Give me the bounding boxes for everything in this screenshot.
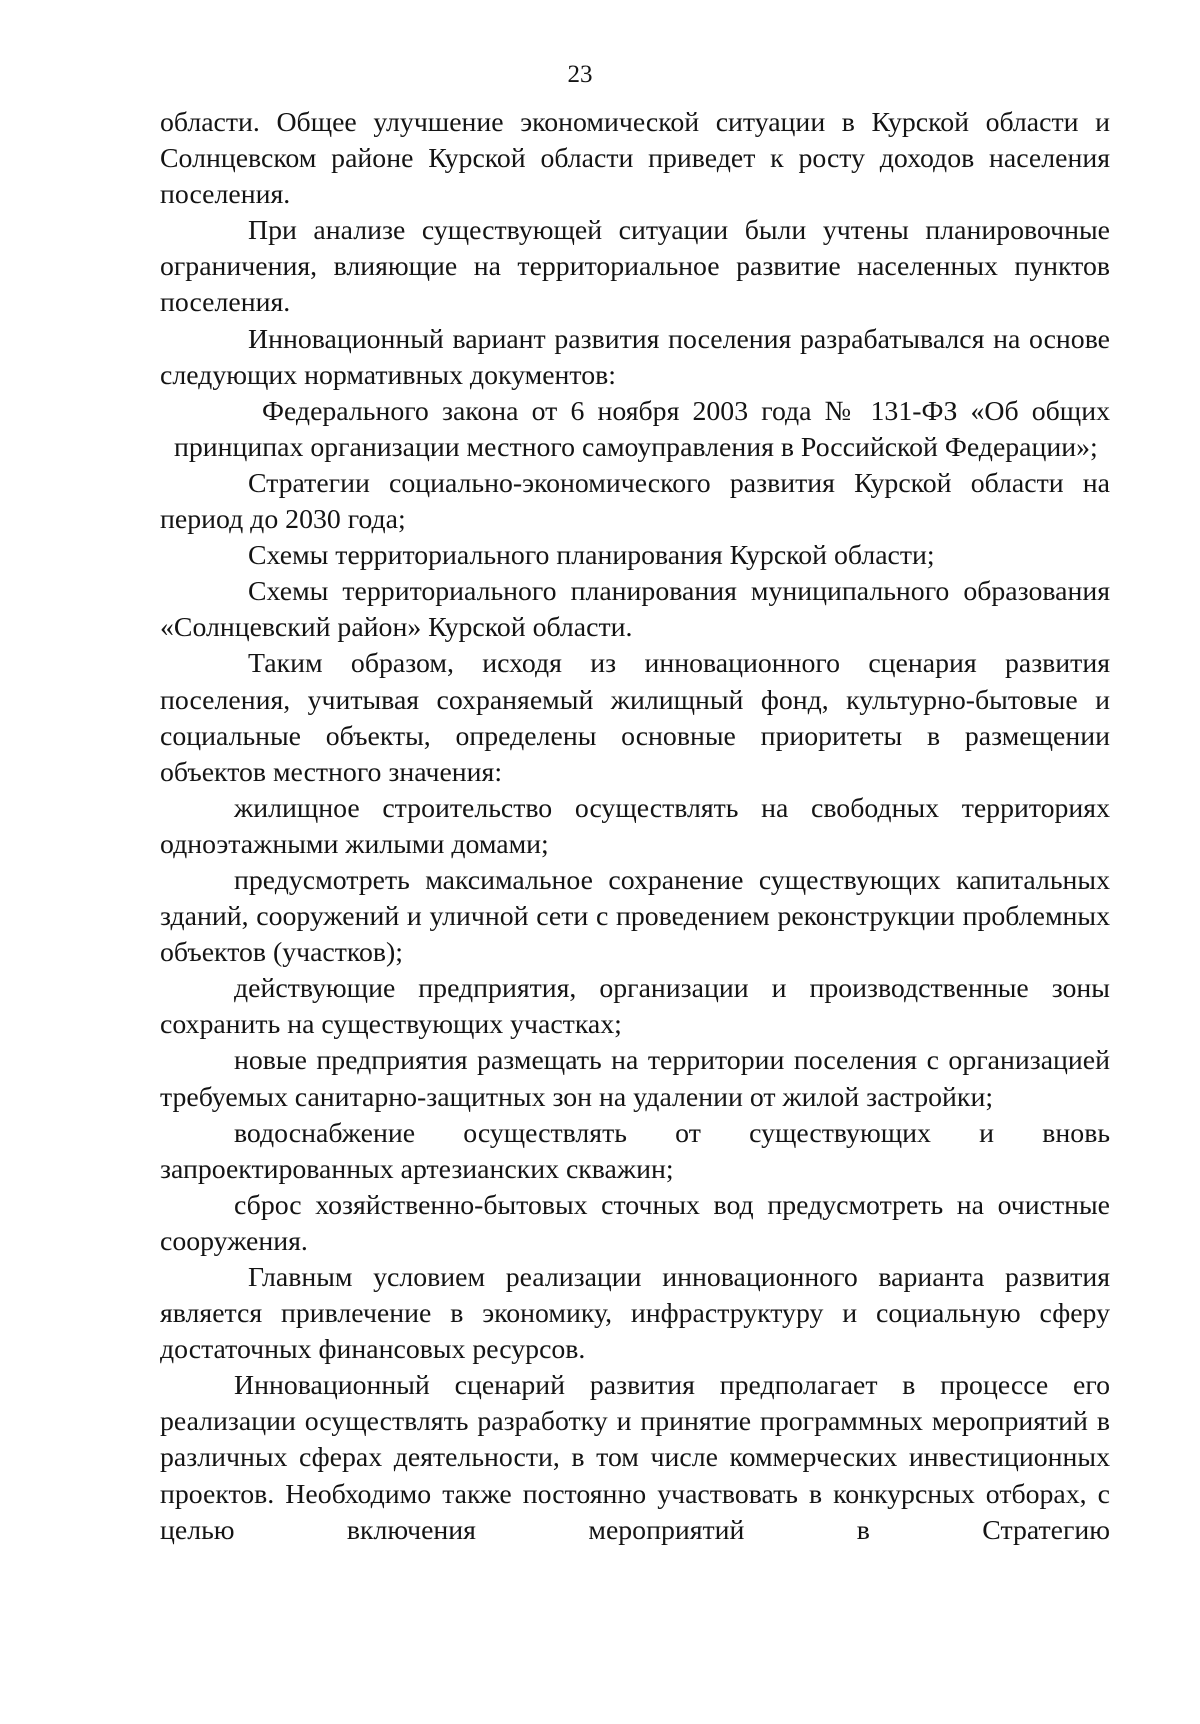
list-item-housing: жилищное строительство осуществлять на свободных территориях одноэтажными жилыми домами; (160, 792, 1110, 860)
paragraph-continued: области. Общее улучшение экономической ситуации в Курской области и Солнцевском районе Курской области приведет к росту доходов населения поселения. (160, 107, 1110, 211)
list-item-federal-law: Федерального закона от 6 ноября 2003 года № 131-ФЗ «Об общих принципах организации местного самоуправления в Российской Федерации»; (174, 395, 1110, 463)
paragraph-innovative-variant: Инновационный вариант развития поселения разрабатывался на основе следующих нормативных документов: (160, 323, 1110, 391)
paragraph-planning-constraints: При анализе существующей ситуации были учтены планировочные ограничения, влияющие на территориальное развитие населенных пунктов поселения. (160, 215, 1110, 319)
list-item-sewage: сброс хозяйственно-бытовых сточных вод предусмотреть на очистные сооружения. (160, 1189, 1110, 1257)
list-item-district-scheme: Схемы территориального планирования муниципального образования «Солнцевский район» Курской области. (160, 576, 1110, 644)
list-item-preservation: предусмотреть максимальное сохранение существующих капитальных зданий, сооружений и уличной сети с проведением реконструкции проблемных объектов (участков); (160, 864, 1110, 969)
list-item-regional-scheme: Схемы территориального планирования Курской области; (248, 540, 935, 572)
list-item-new-enterprises: новые предприятия размещать на территории поселения с организацией требуемых санитарно-защитных зон на удалении от жилой застройки; (160, 1045, 1110, 1113)
paragraph-main-condition: Главным условием реализации инновационного варианта развития является привлечение в экономику, инфраструктуру и социальную сферу достаточных финансовых ресурсов. (160, 1262, 1110, 1366)
paragraph-innovative-scenario: Инновационный сценарий развития предполагает в процессе его реализации осуществлять разработку и принятие программных мероприятий в различных сферах деятельности, в том числе коммерческих инвестиционных проектов. Необходимо также постоянно участвовать в конкурсных отборах, с целью включения мероприятий в Стратегию (160, 1370, 1110, 1546)
list-item-enterprises: действующие предприятия, организации и производственные зоны сохранить на существующих участках; (160, 973, 1110, 1041)
page-number: 23 (567, 61, 593, 88)
list-item-water-supply: водоснабжение осуществлять от существующих и вновь запроектированных артезианских скважин; (160, 1117, 1110, 1185)
list-item-strategy: Стратегии социально-экономического развития Курской области на период до 2030 года; (160, 467, 1110, 536)
document-body (160, 105, 1110, 1549)
paragraph-priorities: Таким образом, исходя из инновационного сценария развития поселения, учитывая сохраняемый жилищный фонд, культурно-бытовые и социальные объекты, определены основные приоритеты в размещении объектов местного значения: (160, 648, 1110, 788)
